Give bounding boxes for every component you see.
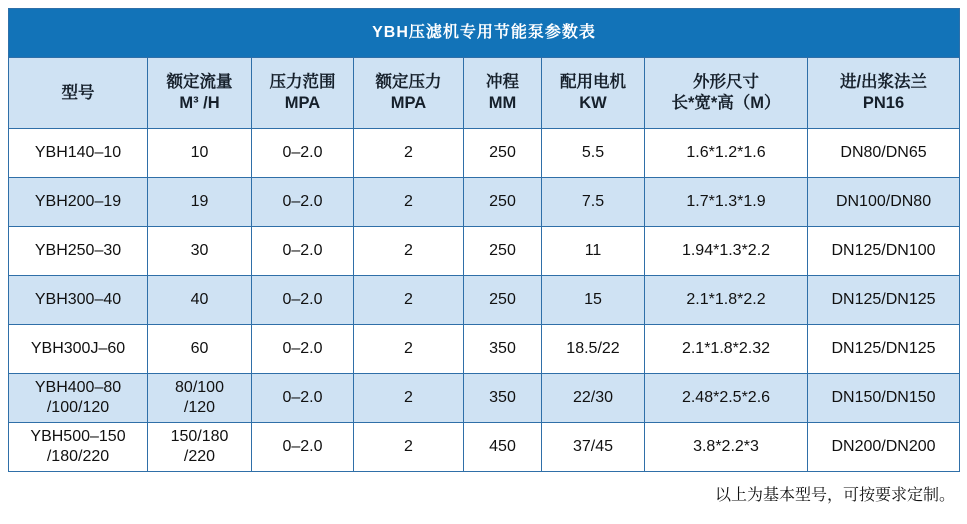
cell-flange: DN80/DN65 [808,129,960,178]
column-header-stroke-line1: 冲程 [486,73,519,92]
cell-stroke: 350 [464,325,542,374]
column-header-flange-line2: PN16 [862,94,905,112]
cell-rated-pressure: 2 [354,276,464,325]
cell-model: YBH500–150 /180/220 [9,423,148,472]
cell-flow: 19 [148,178,252,227]
cell-flow: 80/100 /120 [148,374,252,423]
column-header-rated-pressure-line1: 额定压力 [375,73,442,92]
cell-rated-pressure: 2 [354,129,464,178]
cell-stroke: 350 [464,374,542,423]
table-row [9,325,960,374]
cell-rated-pressure: 2 [354,374,464,423]
column-header-model [9,58,148,129]
cell-pressure-range: 0–2.0 [252,374,354,423]
table-row [9,178,960,227]
cell-pressure-range: 0–2.0 [252,325,354,374]
table-row [9,227,960,276]
cell-motor: 11 [542,227,645,276]
cell-flow: 60 [148,325,252,374]
cell-dimensions: 1.6*1.2*1.6 [645,129,808,178]
cell-rated-pressure: 2 [354,178,464,227]
column-header-dimensions-line1: 外形尺寸 [693,73,759,92]
cell-flow: 40 [148,276,252,325]
cell-flange: DN100/DN80 [808,178,960,227]
cell-stroke: 250 [464,227,542,276]
column-header-flow-line2: M³ /H [179,94,220,112]
cell-model: YBH400–80 /100/120 [9,374,148,423]
column-header-flange [808,58,960,129]
column-header-pressure-range-line1: 压力范围 [269,73,336,92]
table-footnote: 以上为基本型号，可按要求定制。 [714,487,955,504]
table-header-row [9,58,960,129]
cell-model: YBH300J–60 [9,325,148,374]
column-header-flange-line1: 进/出浆法兰 [839,73,928,92]
table-body [9,129,960,472]
cell-motor: 7.5 [542,178,645,227]
cell-pressure-range: 0–2.0 [252,129,354,178]
cell-flow: 10 [148,129,252,178]
column-header-dimensions-line2: 长*宽*高（M） [671,94,781,112]
column-header-model-line1: 型号 [61,83,95,102]
cell-stroke: 250 [464,129,542,178]
cell-rated-pressure: 2 [354,325,464,374]
cell-flange: DN200/DN200 [808,423,960,472]
cell-rated-pressure: 2 [354,423,464,472]
cell-motor: 5.5 [542,129,645,178]
cell-motor: 37/45 [542,423,645,472]
cell-dimensions: 1.94*1.3*2.2 [645,227,808,276]
column-header-stroke [464,58,542,129]
column-header-rated-pressure [354,58,464,129]
cell-flow: 30 [148,227,252,276]
cell-dimensions: 3.8*2.2*3 [645,423,808,472]
pump-spec-table [8,8,960,472]
cell-model: YBH200–19 [9,178,148,227]
cell-flow: 150/180 /220 [148,423,252,472]
column-header-flow [148,58,252,129]
column-header-pressure-range [252,58,354,129]
cell-pressure-range: 0–2.0 [252,227,354,276]
cell-model: YBH250–30 [9,227,148,276]
cell-dimensions: 1.7*1.3*1.9 [645,178,808,227]
cell-stroke: 250 [464,276,542,325]
table-row [9,276,960,325]
cell-flange: DN125/DN125 [808,276,960,325]
column-header-motor [542,58,645,129]
column-header-rated-pressure-line2: MPA [390,94,427,112]
cell-pressure-range: 0–2.0 [252,276,354,325]
column-header-flow-line1: 额定流量 [166,73,233,92]
cell-flange: DN150/DN150 [808,374,960,423]
cell-stroke: 450 [464,423,542,472]
cell-flange: DN125/DN125 [808,325,960,374]
table-title: YBH压滤机专用节能泵参数表 [9,9,960,58]
column-header-pressure-range-line2: MPA [284,94,321,112]
column-header-stroke-line2: MM [488,94,517,112]
table-title-row [9,9,960,58]
cell-rated-pressure: 2 [354,227,464,276]
cell-model: YBH300–40 [9,276,148,325]
cell-pressure-range: 0–2.0 [252,423,354,472]
cell-stroke: 250 [464,178,542,227]
cell-motor: 15 [542,276,645,325]
cell-pressure-range: 0–2.0 [252,178,354,227]
cell-flange: DN125/DN100 [808,227,960,276]
cell-model: YBH140–10 [9,129,148,178]
table-row [9,374,960,423]
column-header-motor-line2: KW [579,94,607,112]
table-row [9,423,960,472]
column-header-dimensions [645,58,808,129]
column-header-motor-line1: 配用电机 [560,73,626,92]
cell-dimensions: 2.1*1.8*2.2 [645,276,808,325]
cell-motor: 22/30 [542,374,645,423]
table-row [9,129,960,178]
cell-dimensions: 2.1*1.8*2.32 [645,325,808,374]
cell-dimensions: 2.48*2.5*2.6 [645,374,808,423]
cell-motor: 18.5/22 [542,325,645,374]
